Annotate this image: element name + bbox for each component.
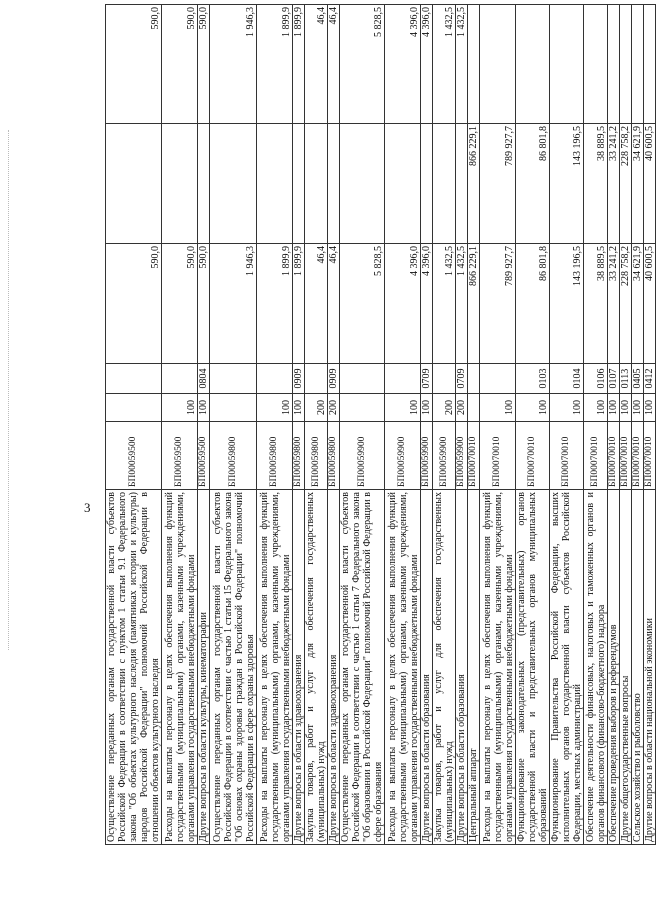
table-row [480,5,516,845]
row-section-code [385,364,421,394]
page-number: 3 [84,500,91,515]
row-section-code: 0709 [421,364,433,394]
row-amount-own [293,124,305,244]
row-description: Другие вопросы в области образования [421,490,433,845]
row-total-amount: 46,4 [305,244,328,364]
row-section-code [433,364,456,394]
row-amount-delegated [516,5,550,124]
table-row [620,5,632,845]
row-amount-delegated [480,5,516,124]
row-target-code: БП00070010 [550,422,584,490]
row-description: Закупка товаров, работ и услуг для обеспечения государственных (муниципальных) нужд [305,490,328,845]
row-amount-delegated: 1 899,9 [257,5,293,124]
row-expense-type: 100 [644,394,656,422]
row-expense-type [210,394,257,422]
table-row [468,5,480,845]
row-amount-delegated: 1 899,9 [293,5,305,124]
row-amount-delegated: 5 828,5 [340,5,385,124]
row-expense-type: 100 [293,394,305,422]
row-total-amount: 590,0 [198,244,210,364]
table-row [433,5,456,845]
row-amount-own: 228 758,2 [620,124,632,244]
table-body [106,5,656,845]
row-total-amount: 1 899,9 [293,244,305,364]
row-amount-own [305,124,328,244]
row-section-code: 0107 [608,364,620,394]
row-amount-own [198,124,210,244]
row-expense-type [106,394,162,422]
row-target-code: БП00059500 [162,422,198,490]
row-expense-type: 100 [516,394,550,422]
row-target-code: БП00070010 [516,422,550,490]
table-row [385,5,421,845]
scan-margin-line [8,130,10,650]
row-description: Расходы на выплаты персоналу в целях обеспечения выполнения функций государственными (муниципальными) органами, казенными учреждениями, органами управления государственными внебюджетными фондами [480,490,516,845]
row-expense-type [468,394,480,422]
row-section-code [480,364,516,394]
row-amount-delegated: 590,0 [106,5,162,124]
row-target-code: БП00070010 [632,422,644,490]
row-amount-delegated [644,5,656,124]
row-expense-type: 100 [480,394,516,422]
row-description: Обеспечение деятельности финансовых, налоговых и таможенных органов и органов финансового (финансово-бюджетного) надзора [584,490,608,845]
row-description: Осуществление переданных органам государственной власти субъектов Российской Федерации в соответствии с частью 1 статьи 7 Федерального закона "Об образовании в Российской Федерации" полномочий Российской Федерации в сфере образования [340,490,385,845]
row-amount-delegated: 1 432,5 [456,5,468,124]
row-amount-delegated: 46,4 [328,5,340,124]
table-row [421,5,433,845]
row-amount-own: 38 889,5 [584,124,608,244]
row-description: Другие вопросы в области национальной экономики [644,490,656,845]
row-total-amount: 33 241,2 [608,244,620,364]
row-amount-own [257,124,293,244]
row-total-amount: 1 899,9 [257,244,293,364]
table-row [257,5,293,845]
row-target-code: БП00059800 [305,422,328,490]
row-amount-own [340,124,385,244]
row-description: Сельское хозяйство и рыболовство [632,490,644,845]
row-amount-own [328,124,340,244]
row-amount-delegated: 590,0 [162,5,198,124]
row-total-amount: 34 621,9 [632,244,644,364]
budget-table [105,4,656,845]
row-description: Функционирование законодательных (представительных) органов государственной власти и представительных органов муниципальных образований [516,490,550,845]
row-section-code [468,364,480,394]
row-amount-delegated [620,5,632,124]
row-total-amount: 86 801,8 [516,244,550,364]
row-description: Осуществление переданных органам государственной власти субъектов Российской Федерации в соответствии с частью 1 статьи 15 Федерального закона "Об основах охраны здоровья граждан в Российской Федерации" полномочий Российской Федерации в сфере охраны здоровья [210,490,257,845]
row-description: Закупка товаров, работ и услуг для обеспечения государственных (муниципальных) нужд [433,490,456,845]
row-section-code: 0103 [516,364,550,394]
row-description: Другие общегосударственные вопросы [620,490,632,845]
row-target-code: БП00070010 [468,422,480,490]
row-expense-type: 100 [620,394,632,422]
row-amount-delegated: 4 396,0 [421,5,433,124]
row-amount-delegated: 590,0 [198,5,210,124]
row-amount-own [385,124,421,244]
row-expense-type [340,394,385,422]
row-total-amount: 38 889,5 [584,244,608,364]
row-description: Другие вопросы в области здравоохранения [293,490,305,845]
row-total-amount: 4 396,0 [385,244,421,364]
row-section-code: 0709 [456,364,468,394]
row-description: Центральный аппарат [468,490,480,845]
row-section-code: 0909 [293,364,305,394]
row-amount-delegated [584,5,608,124]
row-amount-own: 866 229,1 [468,124,480,244]
table-row [608,5,620,845]
table-row [198,5,210,845]
row-total-amount: 4 396,0 [421,244,433,364]
row-target-code: БП00059500 [198,422,210,490]
row-total-amount: 5 828,5 [340,244,385,364]
table-row [328,5,340,845]
row-expense-type: 100 [198,394,210,422]
row-expense-type: 100 [162,394,198,422]
row-section-code: 0106 [584,364,608,394]
row-section-code: 0909 [328,364,340,394]
row-total-amount: 143 196,5 [550,244,584,364]
table-row [550,5,584,845]
row-section-code: 0412 [644,364,656,394]
row-amount-own: 34 621,9 [632,124,644,244]
row-target-code: БП00059900 [421,422,433,490]
table-row [516,5,550,845]
table-row [162,5,198,845]
row-expense-type: 100 [385,394,421,422]
row-target-code: БП00059900 [433,422,456,490]
row-target-code: БП00059800 [293,422,305,490]
table-row [210,5,257,845]
row-expense-type: 100 [550,394,584,422]
row-description: Осуществление переданных органам государственной власти субъектов Российской Федерации в соответствии с пунктом 1 статьи 9.1 Федерального закона "Об объектах культурного наследия (памятниках истории и культуры) народов Российской Федерации" полномочий Российской Федерации в отношении объектов культурного наследия [106,490,162,845]
row-amount-own: 86 801,8 [516,124,550,244]
row-amount-delegated: 46,4 [305,5,328,124]
table-row [456,5,468,845]
row-expense-type: 100 [608,394,620,422]
row-total-amount: 1 946,3 [210,244,257,364]
row-description: Расходы на выплаты персоналу в целях обеспечения выполнения функций государственными (муниципальными) органами, казенными учреждениями, органами управления государственными внебюджетными фондами [257,490,293,845]
row-expense-type: 200 [433,394,456,422]
row-target-code: БП00059800 [210,422,257,490]
row-total-amount: 590,0 [106,244,162,364]
row-total-amount: 789 927,7 [480,244,516,364]
row-target-code: БП00070010 [620,422,632,490]
row-description: Расходы на выплаты персоналу в целях обеспечения выполнения функций государственными (муниципальными) органами, казенными учреждениями, органами управления государственными внебюджетными фондами [162,490,198,845]
row-description: Другие вопросы в области культуры, кинематографии [198,490,210,845]
row-section-code [210,364,257,394]
table-row [584,5,608,845]
row-amount-delegated: 1 946,3 [210,5,257,124]
row-section-code [305,364,328,394]
row-expense-type: 200 [305,394,328,422]
row-amount-own [456,124,468,244]
row-expense-type: 100 [632,394,644,422]
table-row [106,5,162,845]
table-row [293,5,305,845]
row-description: Обеспечение проведения выборов и референдумов [608,490,620,845]
row-total-amount: 1 432,5 [433,244,456,364]
row-section-code [162,364,198,394]
row-section-code: 0104 [550,364,584,394]
row-total-amount: 866 229,1 [468,244,480,364]
row-description: Функционирование Правительства Российской Федерации, высших исполнительных органов государственной власти субъектов Российской Федерации, местных администраций [550,490,584,845]
row-amount-own: 33 241,2 [608,124,620,244]
row-total-amount: 228 758,2 [620,244,632,364]
row-amount-own [433,124,456,244]
row-amount-own: 789 927,7 [480,124,516,244]
row-target-code: БП00059900 [385,422,421,490]
row-total-amount: 46,4 [328,244,340,364]
row-amount-own [106,124,162,244]
row-amount-delegated [468,5,480,124]
row-target-code: БП00070010 [608,422,620,490]
row-target-code: БП00070010 [584,422,608,490]
table-row [305,5,328,845]
row-target-code: БП00059900 [456,422,468,490]
row-amount-delegated [632,5,644,124]
row-description: Другие вопросы в области образования [456,490,468,845]
row-section-code: 0113 [620,364,632,394]
row-amount-own [210,124,257,244]
row-amount-delegated: 1 432,5 [433,5,456,124]
row-amount-own: 143 196,5 [550,124,584,244]
row-section-code [257,364,293,394]
row-total-amount: 590,0 [162,244,198,364]
row-target-code: БП00059800 [257,422,293,490]
row-section-code: 0804 [198,364,210,394]
row-target-code: БП00059800 [328,422,340,490]
rotated-page [105,5,655,845]
row-target-code: БП00070010 [644,422,656,490]
row-expense-type: 100 [421,394,433,422]
row-expense-type: 100 [257,394,293,422]
table-row [644,5,656,845]
table-row [632,5,644,845]
row-expense-type: 100 [584,394,608,422]
row-target-code: БП00059900 [340,422,385,490]
row-target-code: БП00070010 [480,422,516,490]
row-amount-own [162,124,198,244]
row-section-code [106,364,162,394]
row-section-code [340,364,385,394]
row-total-amount: 40 600,5 [644,244,656,364]
row-amount-delegated [550,5,584,124]
row-description: Расходы на выплаты персоналу в целях обеспечения выполнения функций государственными (муниципальными) органами, казенными учреждениями, органами управления государственными внебюджетными фондами [385,490,421,845]
table-row [340,5,385,845]
row-amount-delegated: 4 396,0 [385,5,421,124]
row-total-amount: 1 432,5 [456,244,468,364]
row-description: Другие вопросы в области здравоохранения [328,490,340,845]
row-amount-own [421,124,433,244]
row-expense-type: 200 [456,394,468,422]
row-amount-delegated [608,5,620,124]
row-target-code: БП00059500 [106,422,162,490]
row-section-code: 0405 [632,364,644,394]
row-amount-own: 40 600,5 [644,124,656,244]
row-expense-type: 200 [328,394,340,422]
